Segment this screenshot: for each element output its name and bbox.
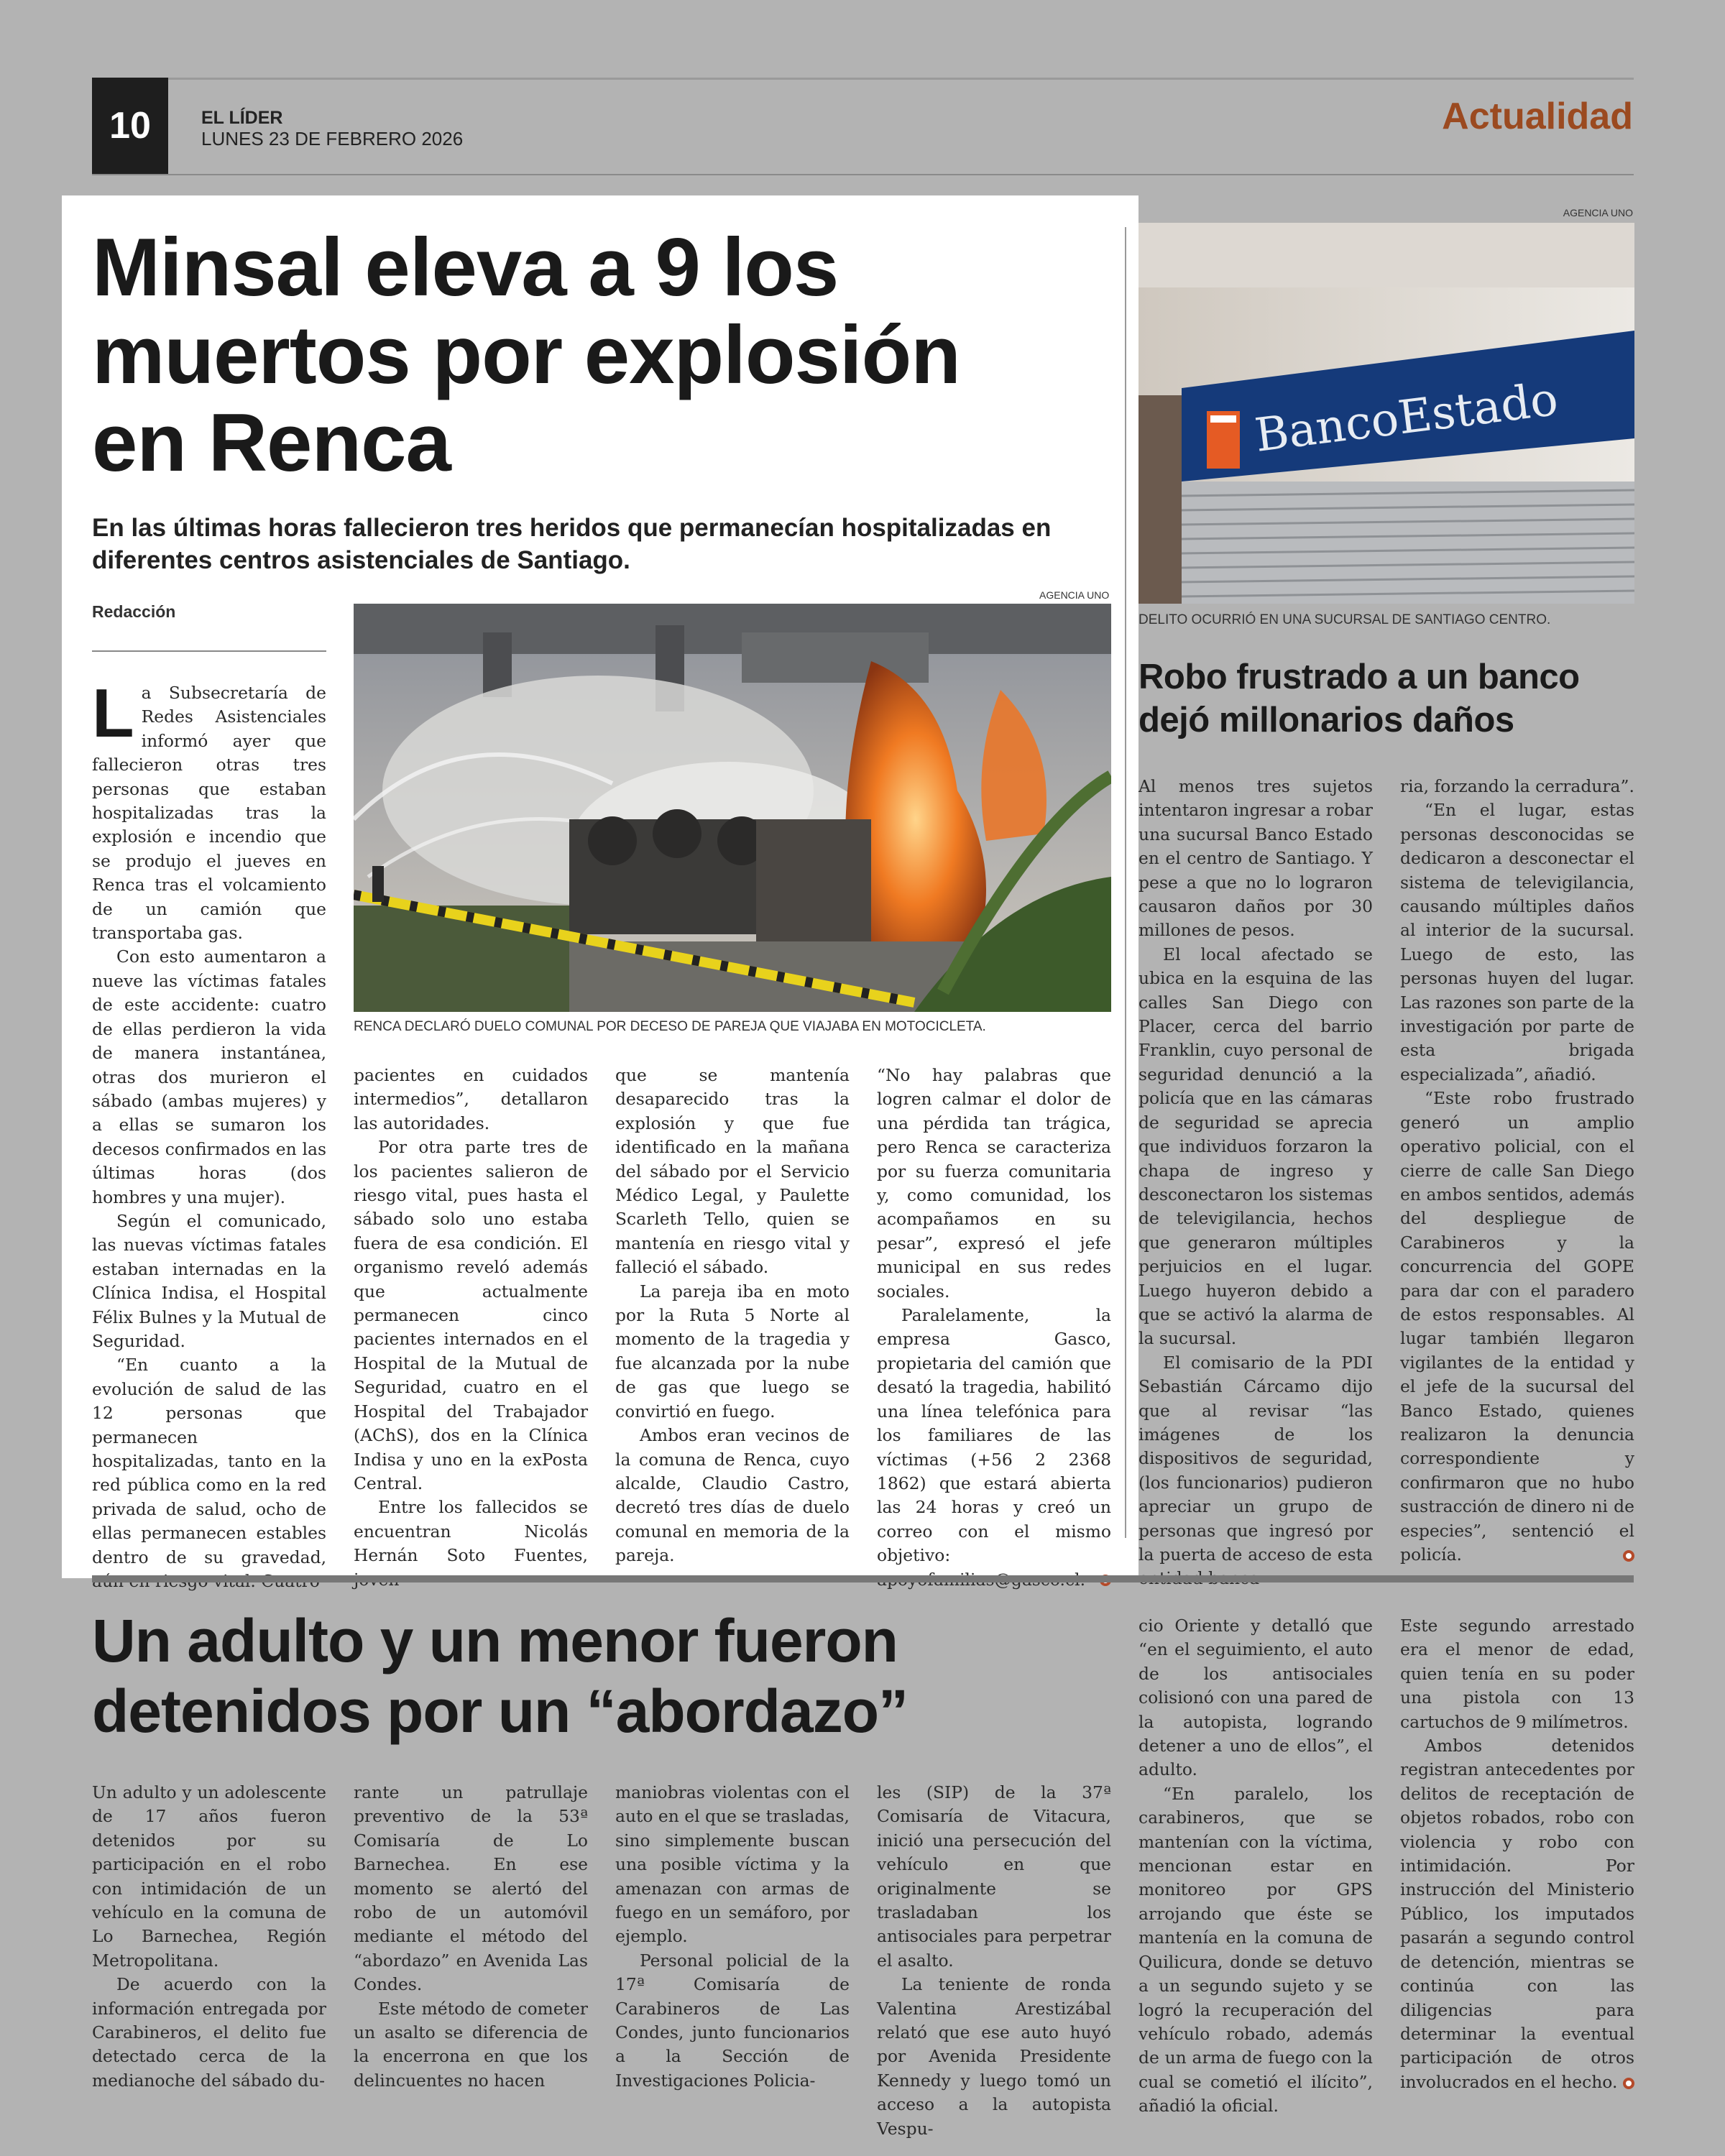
bank-headline: [1138, 655, 1634, 742]
bank-column-2: [1400, 775, 1634, 1567]
byline-rule: [92, 650, 326, 652]
photo-caption: RENCA DECLARÓ DUELO COMUNAL POR DECESO DE PAREJA QUE VIAJABA EN MOTOCICLETA.: [354, 1019, 986, 1034]
explosion-photo: [354, 604, 1111, 1012]
third-column-4: [877, 1781, 1111, 2141]
paragraph: ria, forzando la cerradura”.: [1400, 776, 1634, 796]
photo-caption: DELITO OCURRIÓ EN UNA SUCURSAL DE SANTIAGO CENTRO.: [1138, 612, 1551, 627]
headline-line: en Renca: [92, 397, 451, 489]
headline-line: dejó millonarios daños: [1138, 701, 1514, 740]
paragraph: pacientes en cuidados intermedios”, detallaron las autoridades.: [354, 1065, 588, 1133]
main-column-3: [615, 1064, 850, 1568]
paragraph: “En el lugar, estas personas desconocidas se dedicaron a desconectar el sistema de televigilancia, causando múltiples daños al interior de la sucursal. Luego de esto, las personas huyen del lugar. Las razones son parte de la investigación por parte de esta brigada especializada”, añadió.: [1400, 800, 1634, 1084]
main-lead: En las últimas horas fallecieron tres heridos que permanecían hospitalizadas en diferentes centros asistenciales de Santiago.: [92, 514, 1052, 574]
paragraph: La pareja iba en moto por la Ruta 5 Norte al momento de la tragedia y fue alcanzada por la nube de gas que luego se convirtió en fuego.: [615, 1281, 850, 1422]
main-column-2: [354, 1064, 588, 1592]
paragraph: “Este robo frustrado generó un amplio operativo policial, con el cierre de calle San Diego en ambos sentidos, además del despliegue de Carabineros y la concurrencia del GOPE para dar con el paradero de estos responsables. Al lugar también llegaron vigilantes de la entidad y el jefe de la sucursal del Banco Estado, quienes realizaron la denuncia correspondiente y confirmaron que no hubo sustracción de dinero ni de especies”, sentenció el policía.: [1400, 1088, 1634, 1565]
paragraph: El comisario de la PDI Sebastián Cárcamo dijo que al revisar “las imágenes de los dispositivos de seguridad, (los funcionarios) pudieron apreciar un grupo de personas que ingresó por la puerta de acceso de esta: [1138, 1352, 1373, 1565]
paragraph: que se mantenía desaparecido tras la explosión y que fue identificado en la mañana del sábado por el Servicio Médico Legal, y Paulette Scarleth Tello, quien se mantenía en riesgo vital y falleció el sábado.: [615, 1065, 850, 1278]
page-number: 10: [92, 78, 168, 174]
headline-line: muertos por explosión: [92, 310, 960, 401]
main-column-1: [92, 675, 326, 1593]
third-column-3: [615, 1781, 850, 2093]
paragraph: Según el comunicado, las nuevas víctimas fatales estaban internadas en la Clínica Indisa, el Hospital Félix Bulnes y la Mutual de Seguridad.: [92, 1210, 326, 1351]
paragraph: cio Oriente y detalló que “en el seguimiento, el auto de los antisociales colisionó con una pared de la autopista, logrando detener a uno de ellos”, el adulto.: [1138, 1616, 1373, 1780]
bank-photo: [1138, 223, 1634, 604]
photo-credit: AGENCIA UNO: [1563, 207, 1633, 218]
paragraph: El local afectado se ubica en la esquina de las calles San Diego con Placer, cerca del barrio Franklin, cuyo personal de seguridad denunció a la policía que en las cámaras de seguridad se aprecia que individuos forzaron la chapa de ingreso y desconectaron los sistemas de televigilancia, hechos que generaron múltiples perjuicios en el lugar. Luego huyeron debido a que se activó la alarma de la sucursal.: [1138, 944, 1373, 1349]
paragraph: “En cuanto a la evolución de salud de las 12 personas que permanecen hospitalizadas, tanto en la red pública como en la red privada de salud, ocho de ellas permanecen estables dentro de su gravedad,: [92, 1355, 326, 1567]
headline-line: Robo frustrado a un banco: [1138, 658, 1580, 696]
bank-column-1: [1138, 775, 1373, 1591]
paragraph: La teniente de ronda Valentina Arestizábal relató que ese auto huyó por Avenida Presidente Kennedy y luego tomó un acceso a la autopista Vespu-: [877, 1974, 1111, 2139]
third-column-5: [1138, 1614, 1373, 2119]
paragraph: Entre los fallecidos se encuentran Nicolás Hernán Soto Fuentes,: [354, 1497, 588, 1566]
paragraph: rante un patrullaje preventivo de la 53ª Comisaría de Lo Barnechea. En ese momento se alertó del robo de un automóvil mediante el método del “abordazo” en Avenida Las Condes.: [354, 1782, 588, 1995]
third-headline: [92, 1606, 1127, 1746]
paragraph: Ambos detenidos registran antecedentes por delitos de receptación de objetos robados, robo con violencia y robo con intimidación. Por instrucción del Ministerio Público, los imputados pasarán a segundo control de detención, mientras se continúa con las diligencias para determinar la eventual participación de otros involucrados en el hecho.: [1400, 1736, 1634, 2092]
end-mark-icon: [1623, 1550, 1634, 1562]
third-column-2: [354, 1781, 588, 2093]
main-column-4: [877, 1064, 1111, 1592]
main-headline: [92, 224, 1113, 487]
story-divider: [92, 1575, 1634, 1583]
paper-name: EL LÍDER: [201, 108, 283, 128]
paragraph: Un adulto y un adolescente de 17 años fueron detenidos por su participación en el robo con intimidación de un vehículo en la comuna de Lo Barnechea, Región Metropolitana.: [92, 1782, 326, 1971]
paragraph: Este segundo arrestado era el menor de edad, quien tenía en su poder una pistola con 13 cartuchos de 9 milímetros.: [1400, 1616, 1634, 1732]
photo-credit: AGENCIA UNO: [1039, 589, 1110, 601]
headline-line: Minsal eleva a 9 los: [92, 222, 839, 313]
column-divider: [1125, 227, 1126, 1538]
paragraph: Por otra parte tres de los pacientes salieron de riesgo vital, pues hasta el sábado solo uno estaba fuera de esa condición. El organismo reveló además que actualmente permanecen cinco pacientes internados en el Hospital de la Mutual de Seguridad, cuatro en el Hospital del Trabajador (AChS), dos en la Clínica Indisa y uno en la exPosta Central.: [354, 1137, 588, 1493]
paragraph: Al menos tres sujetos intentaron ingresar a robar una sucursal Banco Estado en el centro de Santiago. Y pese a que no lo lograron causaron daños por 30 millones de pesos.: [1138, 776, 1373, 941]
paragraph: Paralelamente, la empresa Gasco, propietaria del camión que desató la tragedia, habilitó una línea telefónica para los familiares de las víctimas (+56 2 2368 1862) que estará abierta las 24 horas y creó un correo con el mismo objetivo:: [877, 1305, 1111, 1566]
paragraph: Personal policial de la 17ª Comisaría de Carabineros de Las Condes, junto funcionarios a la Sección de Investigaciones Policia-: [615, 1950, 850, 2091]
paragraph: “En paralelo, los carabineros, que se mantenían con la víctima, mencionan estar en monitoreo por GPS arrojando que éste se mantenía en la comuna de Quilicura, donde se detuvo a un segundo sujeto y se logró la recuperación del vehículo robado, además de un arma de fuego con la cual se cometió el ilícito”, añadió la oficial.: [1138, 1783, 1373, 2116]
paper-date: LUNES 23 DE FEBRERO 2026: [201, 128, 464, 149]
paragraph: a Subsecretaría de Redes Asistenciales informó ayer que fallecieron otras tres personas que estaban hospitalizadas tras la explosión e incendio que se produjo el jueves en Renca tras el volcamiento de un camión que transportaba gas.: [92, 683, 326, 944]
top-rule: [92, 78, 1634, 80]
third-column-6: [1400, 1614, 1634, 2095]
paragraph: “No hay palabras que logren calmar el dolor de una pérdida tan trágica, pero Renca se caracteriza por su fuerza comunitaria y, como comunidad, los acompañamos en su pesar”, expresó el jefe municipal en sus redes sociales.: [877, 1065, 1111, 1302]
paragraph: maniobras violentas con el auto en el que se trasladas, sino simplemente buscan una posible víctima y la amenazan con armas de fuego en un semáforo, por ejemplo.: [615, 1782, 850, 1947]
bank-sign-text: BancoEstado: [1251, 372, 1561, 463]
paragraph: Con esto aumentaron a nueve las víctimas fatales de este accidente: cuatro de ellas perdieron la vida de manera instantánea, otras dos murieron el sábado (ambas mujeres) y a ellas se sumaron los decesos confirmados en las últimas horas (dos hombres y una mujer).: [92, 946, 326, 1207]
dropcap: L: [92, 675, 134, 752]
headline-line: detenidos por un “abordazo”: [92, 1677, 908, 1745]
paragraph: De acuerdo con la información entregada por Carabineros, el delito fue detectado cerca de la medianoche del sábado du-: [92, 1974, 326, 2091]
section-title: Actualidad: [1442, 96, 1633, 137]
third-column-1: [92, 1781, 326, 2093]
header-rule: [92, 174, 1634, 175]
end-mark-icon: [1623, 2078, 1634, 2089]
paragraph: les (SIP) de la 37ª Comisaría de Vitacura, inició una persecución del vehículo en que originalmente se trasladaban los antisociales para perpetrar el asalto.: [877, 1782, 1111, 1971]
byline: Redacción: [92, 602, 176, 621]
paragraph: Ambos eran vecinos de la comuna de Renca, cuyo alcalde, Claudio Castro, decretó tres días de duelo comunal en memoria de la pareja.: [615, 1425, 850, 1566]
headline-line: Un adulto y un menor fueron: [92, 1607, 898, 1674]
paragraph: Este método de cometer un asalto se diferencia de la encerrona en que los delincuentes no hacen: [354, 1998, 588, 2091]
